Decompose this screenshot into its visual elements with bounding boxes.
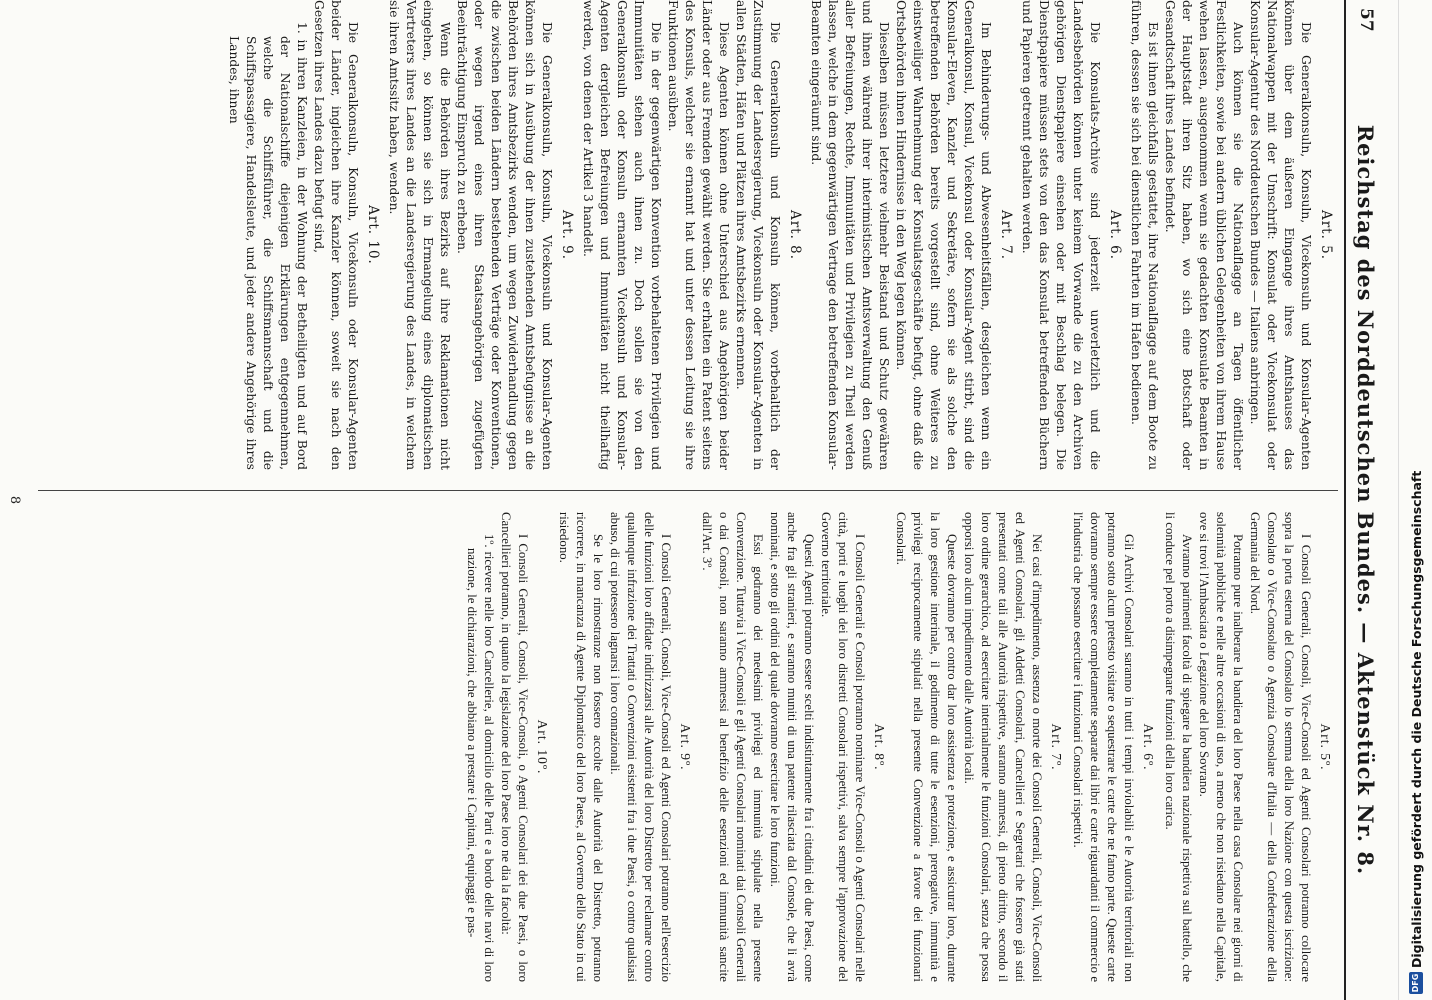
article-heading: Art. 6. <box>1107 209 1123 261</box>
article-paragraph: Die Generalkonsuln, Konsuln, Vicekonsuln und Konsular-Agenten können sich in Ausübung der ihnen zustehenden Amtsbefugnisse an die Behörden ihres Amtsbezirks wenden, um wegen Zuwiderhandlung gegen die zwischen beiden Ländern bestehenden Verträge oder Konventionen, oder wegen irgend eines ihren Staatsangehörigen zugefügten Beeinträchtigung Einspruch zu erheben. <box>455 0 554 470</box>
article-paragraph: I Consoli Generali, Consoli, Vice-Consoli, o Agenti Consolari dei due Paesi, o loro Cancellieri potranno, in quanto la legislazione del loro Paese loro ne dia la facoltà: <box>499 512 530 982</box>
header-rule <box>1344 0 1346 1000</box>
article-heading: Art. 9. <box>559 209 575 261</box>
article <box>1161 512 1334 982</box>
article-paragraph: I Consoli Generali e Consoli potranno nominare Vice-Consoli o Agenti Consolari nelle città, porti e luoghi dei loro distretti Consolari rispettivi, salva sempre l'approvazione del Governo territoriale. <box>819 512 867 982</box>
signature-mark: 8 <box>7 495 22 505</box>
page-title: Reichstag des Norddeutschen Bundes. — Aktenstück Nr. 8. <box>1353 124 1379 876</box>
article-heading: Art. 8. <box>787 209 803 261</box>
column-divider <box>38 490 1338 491</box>
article-paragraph: Es ist ihnen gleichfalls gestattet, ihre Nationalflagge auf dem Boote zu führen, dessen sie sich bei dienstlichen Fahrten im Hafen bedienen. <box>1129 0 1160 470</box>
italian-column <box>459 512 1338 982</box>
article-heading: Art. 10. <box>365 205 381 265</box>
article-paragraph: Die Generalkonsuln, Konsuln, Vicekonsuln und Konsular-Agenten können über dem äußeren Eingange ihres Amtshauses das Nationalwappen mit der Umschrift: Konsulat oder Vicekonsulat oder Konsular-Agentur des Norddeutschen Bundes — Italiens anbringen. <box>1248 0 1313 470</box>
article-paragraph: Die in der gegenwärtigen Konvention vorbehaltenen Privilegien und Immunitäten stehen auch ihnen zu. Doch sollen sie von den Generalkonsuln oder Konsuln ernannten Vicekonsuln und Konsular-Agenten dergleichen Befreiungen und Immunitäten nicht theilhaftig werden, von denen der Artikel 3 handelt. <box>581 0 663 470</box>
digitization-credit <box>1404 0 1428 1000</box>
article-paragraph: Questi Agenti potranno essere scelti indistintamente fra i cittadini dei due Paesi, come anche fra gli stranieri, e saranno muniti di una patente rilasciata dal Console, che li avrà nominati, e sotto gli ordini del quale dovranno esercitare le loro funzioni. <box>768 512 816 982</box>
article-paragraph: Die Generalkonsuln und Konsuln können, vorbehaltlich der Zustimmung der Landesregierung, Vicekonsuln oder Konsular-Agenten in allen Städten, Häfen und Plätzen ihres Amtsbezirks ernennen. <box>734 0 782 470</box>
article-paragraph: Nei casi d'impedimento, assenza o morte dei Consoli Generali, Consoli, Vice-Consoli ed Agenti Consolari, gli Addetti Consolari, Cancellieri e Segretari che fossero già stati presentati come tali alle Autorità rispettive, saranno ammessi, di pieno diritto, secondo il loro ordine gerarchico, ad esercitare interinalmente le funzioni Consolari, senza che possa opporsi loro alcun impedimento dalle Autorità locali. <box>962 512 1044 982</box>
article-heading: Art. 8º. <box>872 723 887 771</box>
article <box>1018 0 1123 470</box>
article-paragraph: Diese Agenten können ohne Unterschied aus Angehörigen beider Länder oder aus Fremden gewählt werden. Sie erhalten ein Patent seitens des Konsuls, welcher sie ernannt hat und unter dessen Leitung sie ihre Funktionen ausüben. <box>666 0 731 470</box>
article-paragraph: Se le loro rimostranze non fossero accolte dalle Autorità del Distretto, potranno ricorrere, in mancanza di Agente Diplomatico del loro Paese, al Governo dello Stato in cui risiedono. <box>557 512 605 982</box>
article-heading: Art. 9º. <box>678 723 693 771</box>
article-heading: Art. 6º. <box>1141 723 1156 771</box>
page-edge <box>1398 0 1399 1000</box>
article <box>698 512 888 982</box>
article-paragraph: Potranno pure inalberare la bandiera del loro Paese nella casa Consolare nei giorni di solennità pubbliche e nelle altre occasioni di uso, a meno che non risiedano nella Capitale, ove si trovi l'Ambasciata o Legazione del loro Sovrano. <box>1197 512 1245 982</box>
article-paragraph: Avranno parimenti facoltà di spiegare la bandiera nazionale rispettiva sul battello, che li conduce pel porto a disimpegnare funzioni della loro carica. <box>1163 512 1194 982</box>
page-number: 57 <box>1356 8 1376 32</box>
article-paragraph: Die Generalkonsuln, Konsuln, Vicekonsuln oder Konsular-Agenten beider Länder, ingleichen ihre Kanzler können, soweit sie nach den Gesetzen ihres Landes dazu befugt sind, <box>312 0 360 470</box>
german-column <box>221 0 1338 470</box>
article <box>463 512 551 982</box>
article-paragraph: I Consoli Generali, Consoli, Vice-Consoli ed Agenti Consolari potranno collocare sopra la porta esterna del Consolato lo stemma della loro Nazione con questa iscrizione: Consolato o Vice-Consolato o Agenzia Consolare d'Italia — della Confederazione della Germania del Nord. <box>1248 512 1313 982</box>
article <box>555 512 694 982</box>
article-paragraph: I Consoli Generali, Consoli, Vice-Consoli ed Agenti Consolari potranno nell'esercizio delle funzioni loro affidate indirizzarsi alle Autorità del loro Distretto per reclamare contro qualunque infrazione dei Trattati o Convenzioni esistenti fra i due Paesi, o contro qualsiasi abuso, di cui potessero lagnarsi i loro connazionali. <box>608 512 673 982</box>
article-heading: Art. 7º. <box>1049 723 1064 771</box>
article-paragraph: Auch können sie die Nationalflagge an Tagen öffentlicher Festlichkeiten, sowie bei andern üblichen Gelegenheiten von ihrem Hause wehen lassen, ausgenommen wenn sie gedachten Konsulate Beamten in der Hauptstadt ihren Sitz haben, wo sich eine Botschaft oder Gesandtschaft ihres Landes befindet. <box>1163 0 1245 470</box>
article-heading: Art. 10º. <box>535 719 550 775</box>
article-list-item: 1. in ihren Kanzleien, in der Wohnung der Betheiligten und auf Bord der Nationalschiffe diejenigen Erklärungen entgegennehmen, welche die Schiffsführer, die Schiffsmannschaft und die Schiffspassagiere, Handelsleute, und jeder andere Angehörige ihres Landes, ihnen <box>227 22 309 470</box>
article <box>1127 0 1334 470</box>
article-heading: Art. 7. <box>998 209 1014 261</box>
article-paragraph: Im Behinderungs- und Abwesenheitsfällen, desgleichen wenn ein Generalkonsul, Konsul, Vicekonsul oder Konsular-Agent stirbt, sind die Konsular-Eleven, Kanzler und Sekretäre, sofern sie als solche den betreffenden Behörden bereits vorgestellt sind, ohne Weiteres zu einstweiliger Wahrnehmung der Konsulatsgeschäfte befugt, ohne daß die Ortsbehörden ihnen Hindernisse in den Weg legen können. <box>894 0 993 470</box>
digitization-credit-text: Digitalisierung gefördert durch die Deutsche Forschungsgemeinschaft <box>1408 470 1424 968</box>
article <box>579 0 803 470</box>
article-paragraph: Gli Archivi Consolari saranno in tutti i tempi inviolabili e le Autorità territoriali non potranno sotto alcun pretesto visitare o sequestrare le carte che ne fanno parte. Queste carte dovranno sempre essere completamente separate dai libri e carte riguardanti il commercio e l'industria che possano esercitare i funzionari Consolari rispettivi. <box>1071 512 1136 982</box>
article-heading: Art. 5º. <box>1318 723 1333 771</box>
article <box>225 0 381 470</box>
article-paragraph: Die Konsulats-Archive sind jederzeit unverletzlich und die Landesbehörden können unter keinem Vorwande die zu den Archiven gehörigen Dienstpapiere einsehen oder mit Beschlag belegen. Die Dienstpapiere müssen stets von den das Konsulat betreffenden Büchern und Papieren getrennt gehalten werden. <box>1020 0 1102 470</box>
article-heading: Art. 5. <box>1318 209 1334 261</box>
article-paragraph: Wenn die Behörden ihres Bezirks auf ihre Reklamationen nicht eingehen, so können sie sich in Ermangelung eines diplomatischen Vertreters ihres Landes an die Landesregierung des Landes, in welchem sie ihren Amtssitz haben, wenden. <box>387 0 452 470</box>
article-paragraph: Essi godranno dei medesimi privilegi ed immunità stipulate nella presente Convenzione. Tuttavia i Vice-Consoli e gli Agenti Consolari nominati dai Consoli Generali o dai Consoli, non saranno ammessi al benefizio delle esenzioni ed immunità sancite dall'Art. 3º. <box>700 512 765 982</box>
article <box>892 512 1065 982</box>
article-list-item: 1º. ricevere nelle loro Cancellerie, al domicilio delle Parti e a bordo delle navi di loro nazione, le dichiarazioni, che abbiano a prestare i Capitani, equipaggi e pas- <box>465 534 496 982</box>
page-header <box>1350 0 1382 1000</box>
article-paragraph: Dieselben müssen letztere vielmehr Beistand und Schutz gewähren und ihnen während ihrer interimistischen Amtsverwaltung den Genuß aller Befreiungen, Rechte, Immunitäten und Privilegien zu Theil werden lassen, welche in dem gegenwärtigen Vertrage den betreffenden Konsular-Beamten eingeräumt sind. <box>809 0 891 470</box>
article <box>385 0 575 470</box>
article <box>1069 512 1157 982</box>
dfg-logo-icon: DFG <box>1409 972 1423 994</box>
article-paragraph: Queste dovranno per contro dar loro assistenza e protezione, e assicurar loro, durante la loro gestione interinale, il godimento di tutte le esenzioni, prerogative, immunità e privilegi reciprocamente stipulati nella presente Convenzione a favore dei funzionari Consolari. <box>894 512 959 982</box>
article <box>807 0 1014 470</box>
